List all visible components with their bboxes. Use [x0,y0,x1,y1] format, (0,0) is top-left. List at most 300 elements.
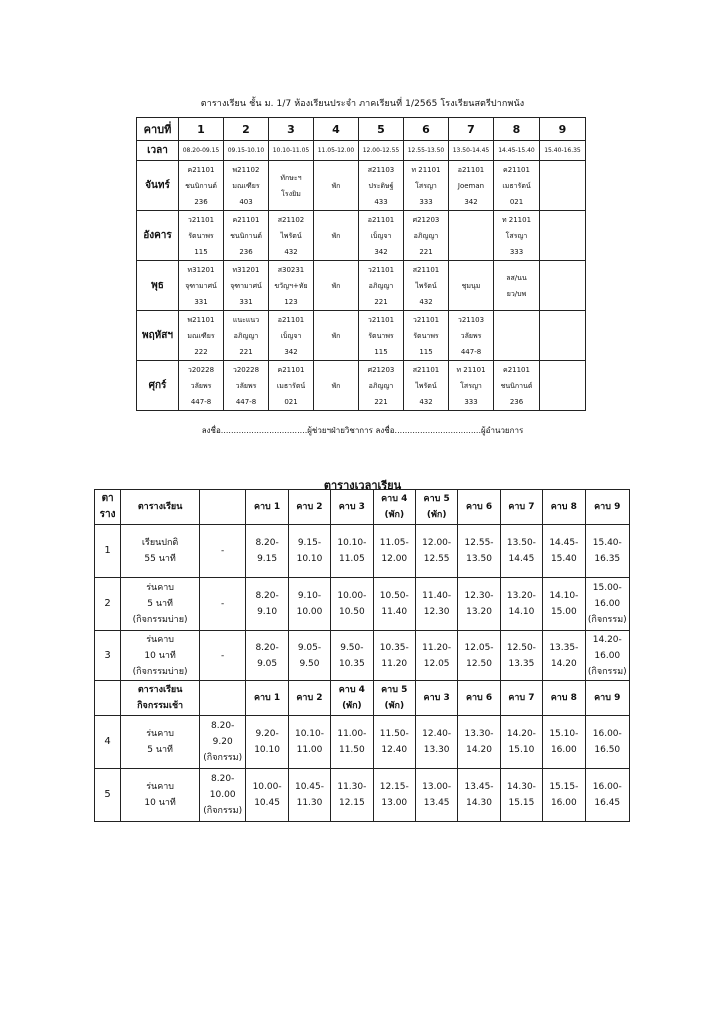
row-number [95,769,121,822]
cell-line: 9.05- [297,642,322,653]
schedule-title: ตารางเรียน ชั้น ม. 1/7 ห้องเรียนประจำ ภาคเรียนที่ 1/2565 โรงเรียนสตรีปากพนัง [200,99,525,109]
time-slot [500,681,542,716]
cell-line: 16.00- [592,782,622,792]
cell-line: 10 นาที [144,650,176,661]
time-slot [543,490,585,525]
cell-line: ไพรัตน์ [280,231,302,240]
cell-line: 236 [509,397,524,406]
cell-line: ชนนิกานต์ [500,381,533,390]
cell-line: 9.15 [257,554,278,564]
cell-line: โสรญา [460,381,482,390]
period-times-table [94,489,630,822]
class-cell [179,311,224,361]
cell-line: พัก [331,281,341,290]
cell-line: 14.45- [549,538,579,548]
cell-line: 342 [464,197,478,206]
class-cell [494,311,540,361]
cell-line: ส21101 [412,265,440,274]
time-slot [458,681,500,716]
day-name: พฤหัสฯ [137,311,179,361]
cell-line: 12.15- [379,782,409,792]
cell-line: (กิจกรรมบ่าย) [132,615,188,625]
cell-line: ว20228 [187,365,215,374]
time-cell: 08.20-09.15 [179,141,224,161]
cell-line: 11.00- [337,729,367,739]
cell-line: 12.30- [464,591,494,601]
cell-line: 11.30 [296,798,323,808]
time-slot [585,578,629,631]
cell-line: ร่นคาบ [146,583,174,593]
cell-line: คาบ 6 [465,502,493,512]
cell-line: คาบ 1 [253,693,281,703]
class-cell [449,261,494,311]
timetable-row [95,631,630,681]
time-slot [458,716,500,769]
signature-line: ลงชื่อ..................................ผู้ช่วยฯฝ่ายวิชาการ ลงชื่อ..................................ผู้อำนวยการ [201,426,524,435]
cell-line: วลัยพร [460,331,482,340]
morning-activity-header-row [95,681,630,716]
class-cell [179,211,224,261]
cell-line: 8.20- [211,721,235,731]
cell-line: 331 [239,297,253,306]
time-slot [585,525,629,578]
cell-line: 9.20- [255,729,279,739]
cell-line: อภิญญา [368,381,394,390]
cell-line: 13.45 [423,798,450,808]
cell-line: ท 21101 [411,165,441,174]
time-slot [121,681,200,716]
time-slot [500,578,542,631]
cell-line: 433 [374,197,388,206]
time-slot [500,490,542,525]
cell-line: (พัก) [426,510,447,520]
timetable-title: ตารางเวลาเรียน [323,479,402,492]
cell-line: เมธารัตน์ [276,381,306,390]
timetable-row [95,716,630,769]
cell-line: 10.00 [209,790,236,800]
class-cell [224,311,269,361]
time-slot [246,681,288,716]
cell-line: คาบ 4 [381,494,408,504]
cell-line: อ21101 [367,215,395,224]
cell-line: วลัยพร [190,381,212,390]
time-slot [585,716,629,769]
time-slot [415,578,457,631]
cell-line: 10.10- [294,729,324,739]
cell-line: 13.45- [464,782,494,792]
cell-line: 432 [419,297,433,306]
cell-line: คาบ 2 [296,502,323,512]
time-slot [288,490,330,525]
timetable-row [95,525,630,578]
time-slot [288,681,330,716]
time-slot [331,769,373,822]
time-slot [199,716,245,769]
cell-line: 432 [419,397,433,406]
time-slot [331,631,373,681]
cell-line: อภิญญา [233,331,259,340]
cell-line: โรงยิม [281,189,301,198]
cell-line: ยว/บพ [506,289,527,298]
cell-line: 11.00 [296,745,323,755]
cell-line: 13.35- [549,642,579,653]
cell-line: 447-8 [235,397,257,406]
time-slot [373,769,415,822]
cell-line: พัก [331,381,341,390]
cell-line: (กิจกรรม) [203,806,243,816]
cell-line: 11.40- [422,591,452,601]
cell-line: 13.20 [466,607,492,617]
cell-line: 1 [104,545,111,556]
cell-line: ค21101 [277,365,305,374]
cell-line: ร่นคาบ [146,729,174,739]
class-cell [404,261,449,311]
cell-line: ราง [99,509,116,520]
time-slot [288,631,330,681]
cell-line: 12.40 [381,745,408,755]
cell-line: ตารางเรียน [137,685,183,695]
cell-line: ส21102 [277,215,305,224]
cell-line: ไพรัตน์ [415,381,437,390]
cell-line: ชนนิกานต์ [185,181,217,190]
row-number [95,716,121,769]
time-slot [458,769,500,822]
cell-line: 9.10 [257,607,278,617]
time-cell: 09.15-10.10 [224,141,269,161]
cell-line: 15.15 [508,798,535,808]
cell-line: ค21101 [503,365,530,374]
cell-line: 12.30 [423,607,450,617]
time-slot [543,769,585,822]
cell-line: 403 [239,197,253,206]
cell-line: คาบ 8 [550,502,577,512]
class-cell [269,261,314,311]
time-slot [199,525,245,578]
cell-line: แนะแนว [232,315,260,324]
cell-line: 15.10 [508,745,535,755]
time-slot [500,525,542,578]
cell-line: 13.50- [506,538,536,548]
row-number [95,490,121,525]
cell-line: 11.05 [338,554,365,564]
class-cell [269,311,314,361]
cell-line: คาบ 9 [594,502,621,512]
cell-line: 221 [374,297,388,306]
cell-line: 236 [239,247,253,256]
cell-line: 13.50 [466,554,492,564]
cell-line: คาบ 5 [423,494,450,504]
cell-line: 222 [194,347,208,356]
day-row [137,211,586,261]
time-slot [500,716,542,769]
cell-line: 221 [239,347,253,356]
time-slot [415,525,457,578]
cell-line: 15.00- [592,583,622,593]
cell-line: 13.20- [506,591,536,601]
cell-line: โสรญา [415,181,437,190]
time-slot [246,490,288,525]
cell-line: ค21101 [503,165,530,174]
time-slot [415,490,457,525]
cell-line: คาบ 5 [381,685,408,695]
cell-line: 4 [104,736,111,747]
cell-line: 8.20- [255,591,279,601]
time-slot [458,490,500,525]
class-cell [540,311,586,361]
cell-line: 11.50 [338,745,365,755]
day-row [137,261,586,311]
time-slot [373,716,415,769]
cell-line: คาบ 4 [338,685,365,695]
cell-line: (กิจกรรม) [587,666,627,677]
cell-line: 11.30- [337,782,367,792]
time-slot [288,525,330,578]
cell-line: 13.00- [422,782,452,792]
cell-line: เรียนปกติ [141,538,179,548]
day-name: อังคาร [137,211,179,261]
time-slot [458,578,500,631]
cell-line: ค21101 [232,215,260,224]
cell-line: 12.15 [338,798,365,808]
cell-line: 12.50- [506,642,536,653]
cell-line: 14.10 [508,607,535,617]
time-slot [543,631,585,681]
class-cell [359,161,404,211]
cell-line: 11.05- [379,538,409,548]
cell-line: (กิจกรรมบ่าย) [132,666,188,677]
cell-line: กิจกรรมเช้า [137,701,184,711]
cell-line: 14.30 [466,798,492,808]
cell-line: 8.20- [211,774,235,784]
time-slot [331,578,373,631]
period-number: 6 [404,118,449,141]
time-slot [288,716,330,769]
cell-line: 16.00 [594,599,621,609]
cell-line: 333 [464,397,478,406]
day-name: พุธ [137,261,179,311]
time-slot [458,525,500,578]
time-row [137,141,586,161]
cell-line: 9.10- [297,591,322,601]
cell-line: ว21101 [367,315,395,324]
cell-line: 10.00- [337,591,367,601]
time-slot [415,681,457,716]
cell-line: 14.20 [550,658,577,669]
cell-line: ทักษะฯ [280,173,302,182]
cell-line: 10.45- [294,782,324,792]
class-cell [314,261,359,311]
cell-line: 14.20 [466,745,492,755]
cell-line: (กิจกรรม) [203,753,243,763]
class-cell [269,161,314,211]
cell-line: 14.10- [549,591,579,601]
cell-line: ประดิษฐ์ [368,181,394,190]
time-slot [121,716,200,769]
cell-line: 13.30- [464,729,494,739]
time-slot [199,490,245,525]
cell-line: 16.00 [550,745,577,755]
cell-line: คาบ 3 [423,693,450,703]
class-cell [224,211,269,261]
time-slot [543,681,585,716]
class-cell [269,361,314,411]
cell-line: 5 นาที [147,599,173,609]
class-cell [494,361,540,411]
time-slot [331,716,373,769]
time-slot [415,769,457,822]
class-cell [179,261,224,311]
cell-line: รัตนาพร [368,331,394,340]
class-cell [179,161,224,211]
cell-line: 11.40 [381,607,408,617]
time-slot [500,631,542,681]
period-number: 4 [314,118,359,141]
cell-line: 236 [194,197,208,206]
cell-line: 10.35- [379,642,409,653]
period-number: 7 [449,118,494,141]
time-slot [500,769,542,822]
cell-line: ว21101 [367,265,395,274]
time-slot [458,631,500,681]
time-slot [246,716,288,769]
cell-line: ว21101 [187,215,215,224]
cell-line: 15.15- [549,782,579,792]
class-cell [404,311,449,361]
time-slot [585,681,629,716]
cell-line: 9.15- [297,538,322,548]
time-slot [121,769,200,822]
time-cell: 11.05-12.00 [314,141,359,161]
class-cell [540,161,586,211]
cell-line: พ21101 [187,315,215,324]
cell-line: มณเฑียร [232,181,260,190]
cell-line: 10.35 [338,658,365,669]
cell-line: อ21101 [277,315,305,324]
time-slot [199,681,245,716]
time-slot [415,631,457,681]
period-number: 9 [540,118,586,141]
cell-line: 16.00 [594,650,621,661]
cell-line: 12.40- [422,729,452,739]
class-cell [224,261,269,311]
cell-line: 331 [194,297,208,306]
cell-line: - [221,650,225,661]
cell-line: รัตนาพร [413,331,439,340]
cell-line: 115 [374,347,388,356]
cell-line: วลัยพร [235,381,257,390]
time-slot [331,681,373,716]
cell-line: 16.00- [592,729,622,739]
period-number: 5 [359,118,404,141]
cell-line: ท31201 [232,265,260,274]
class-cell [359,311,404,361]
cell-line: 10.10- [337,538,367,548]
cell-line: 10.00 [296,607,323,617]
class-cell [269,211,314,261]
cell-line: ศ21203 [367,365,395,374]
period-number: 2 [224,118,269,141]
time-slot [331,525,373,578]
cell-line: (กิจกรรม) [587,615,627,625]
time-slot [199,578,245,631]
cell-line: อ21101 [457,165,485,174]
cell-line: 10.10 [296,554,323,564]
time-slot [246,525,288,578]
class-cell [449,161,494,211]
period-number: 1 [179,118,224,141]
cell-line: 12.05 [423,658,450,669]
cell-line: จุฑามาศน์ [230,281,262,290]
cell-line: ไพรัตน์ [415,281,437,290]
day-row [137,161,586,211]
cell-line: คาบ 6 [465,693,493,703]
time-slot [331,490,373,525]
time-slot [373,525,415,578]
cell-line: อภิญญา [368,281,394,290]
cell-line: ส21103 [367,165,395,174]
cell-line: 12.05- [464,642,494,653]
cell-line: 15.40- [592,538,622,548]
cell-line: ว21101 [412,315,440,324]
cell-line: ร่นคาบ [146,634,174,645]
cell-line: ศ21203 [412,215,440,224]
cell-line: 221 [374,397,388,406]
class-cell [314,311,359,361]
cell-line: 9.20 [212,737,233,747]
class-cell [314,361,359,411]
cell-line: พ21102 [232,165,260,174]
cell-line: 447-8 [460,347,482,356]
cell-line: คาบ 7 [508,502,535,512]
class-cell [404,161,449,211]
cell-line: 10.45 [254,798,280,808]
cell-line: ร่นคาบ [146,782,174,792]
cell-line: 14.20- [592,634,622,645]
cell-line: 333 [419,197,433,206]
day-row [137,311,586,361]
cell-line: 123 [284,297,298,306]
time-slot [121,578,200,631]
time-slot [373,681,415,716]
time-slot [121,490,200,525]
cell-line: 55 นาที [144,554,176,564]
cell-line: ชนนิกานต์ [230,231,262,240]
cell-line: 2 [104,598,111,609]
time-slot [246,631,288,681]
cell-line: 12.50 [466,658,492,669]
time-slot [121,525,200,578]
time-slot [121,631,200,681]
cell-line: คาบ 7 [508,693,535,703]
timetable-header-row [95,490,630,525]
cell-line: 12.00- [422,538,452,548]
cell-line: 12.00 [381,554,408,564]
cell-line: - [221,599,225,609]
class-cell [359,261,404,311]
cell-line: 15.40 [550,554,577,564]
class-cell [404,211,449,261]
period-number: 3 [269,118,314,141]
time-slot [373,490,415,525]
cell-line: ว21103 [457,315,485,324]
class-cell [314,161,359,211]
cell-line: 021 [284,397,298,406]
cell-line: 11.20- [422,642,452,653]
time-cell: 10.10-11.05 [269,141,314,161]
cell-line: พัก [331,331,341,340]
time-cell: 13.50-14.45 [449,141,494,161]
cell-line: คาบ 3 [338,502,365,512]
